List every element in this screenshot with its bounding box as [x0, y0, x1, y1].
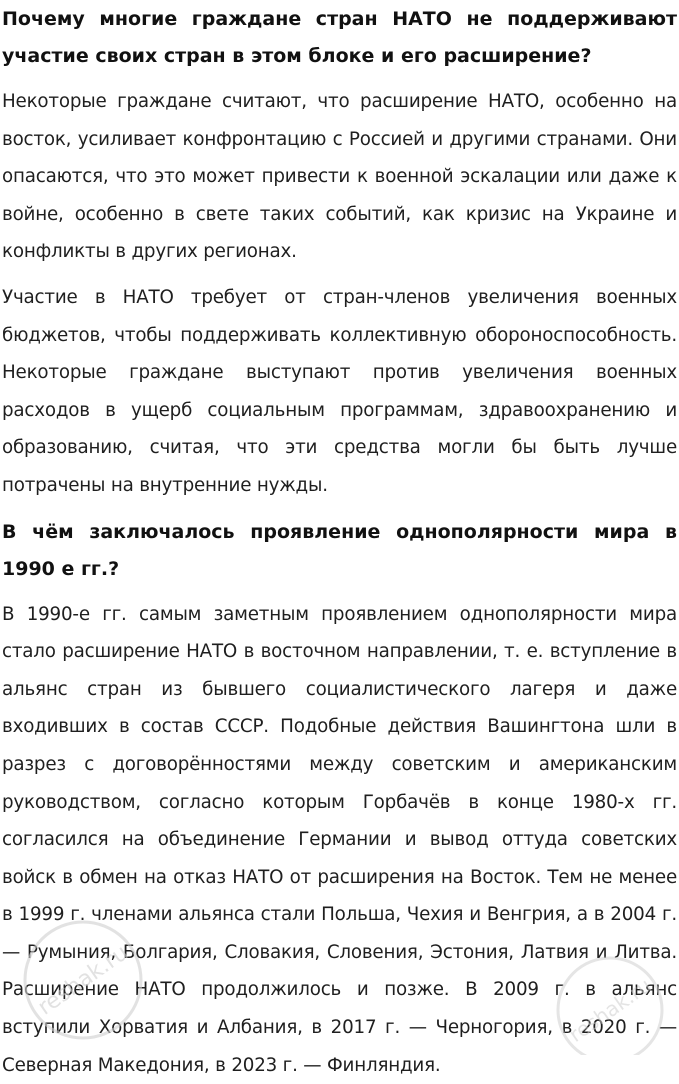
svg-text:reshak.ru: reshak.ru: [564, 973, 656, 1047]
answer-paragraph-budgets: Участие в НАТО требует от стран-членов увеличения военных бюджетов, чтобы поддерживать коллективную обороноспособность. Некоторые граждане выступают против увеличения военных расходов в ущерб социальным программам, здравоохранению и образованию, считая, что эти средства могли бы быть лучше потрачены на внутренние нужды.: [2, 286, 677, 496]
answer-paragraph-confrontation: Некоторые граждане считают, что расширение НАТО, особенно на восток, усиливает конфронтацию с Россией и другими странами. Они опасаются, что это может привести к военной эскалации или даже к войне, особенно в свете таких событий, как кризис на Украине и конфликты в других регионах.: [2, 91, 677, 263]
answer-paragraph-nato-expansion: В 1990-е гг. самым заметным проявлением однополярности мира стало расширение НАТО в восточном направлении, т. е. вступление в альянс стран из бывшего социалистического лагеря и даже входивших в состав СССР. Подобные действия Вашингтона шли в разрез с договорённостями между советским и американским руководством, согласно которым Горбачёв в конце 1980-х гг. согласился на объединение Германии и вывод оттуда советских войск в обмен на отказ НАТО от расширения на Восток. Тем не менее в 1999 г. членами альянса стали Польша, Чехия и Венгрия, а в 2004 г. — Румыния, Болгария, Словакия, Словения, Эстония, Латвия и Литва. Расширение НАТО продолжилось и позже. В 2009 г. в альянс вступили Хорватия и Албания, в 2017 г. — Черногория, в 2020 г. — Северная Македония, в 2023 г. — Финляндия.: [2, 603, 677, 1076]
question-heading-nato-support: Почему многие граждане стран НАТО не поддерживают участие своих стран в этом блоке и его расширение?: [2, 8, 677, 67]
document-page: [2, 0, 677, 1084]
svg-text:reshak.ru: reshak.ru: [33, 940, 133, 1021]
question-heading-unipolarity: В чём заключалось проявление однополярности мира в 1990 е гг.?: [2, 520, 677, 580]
